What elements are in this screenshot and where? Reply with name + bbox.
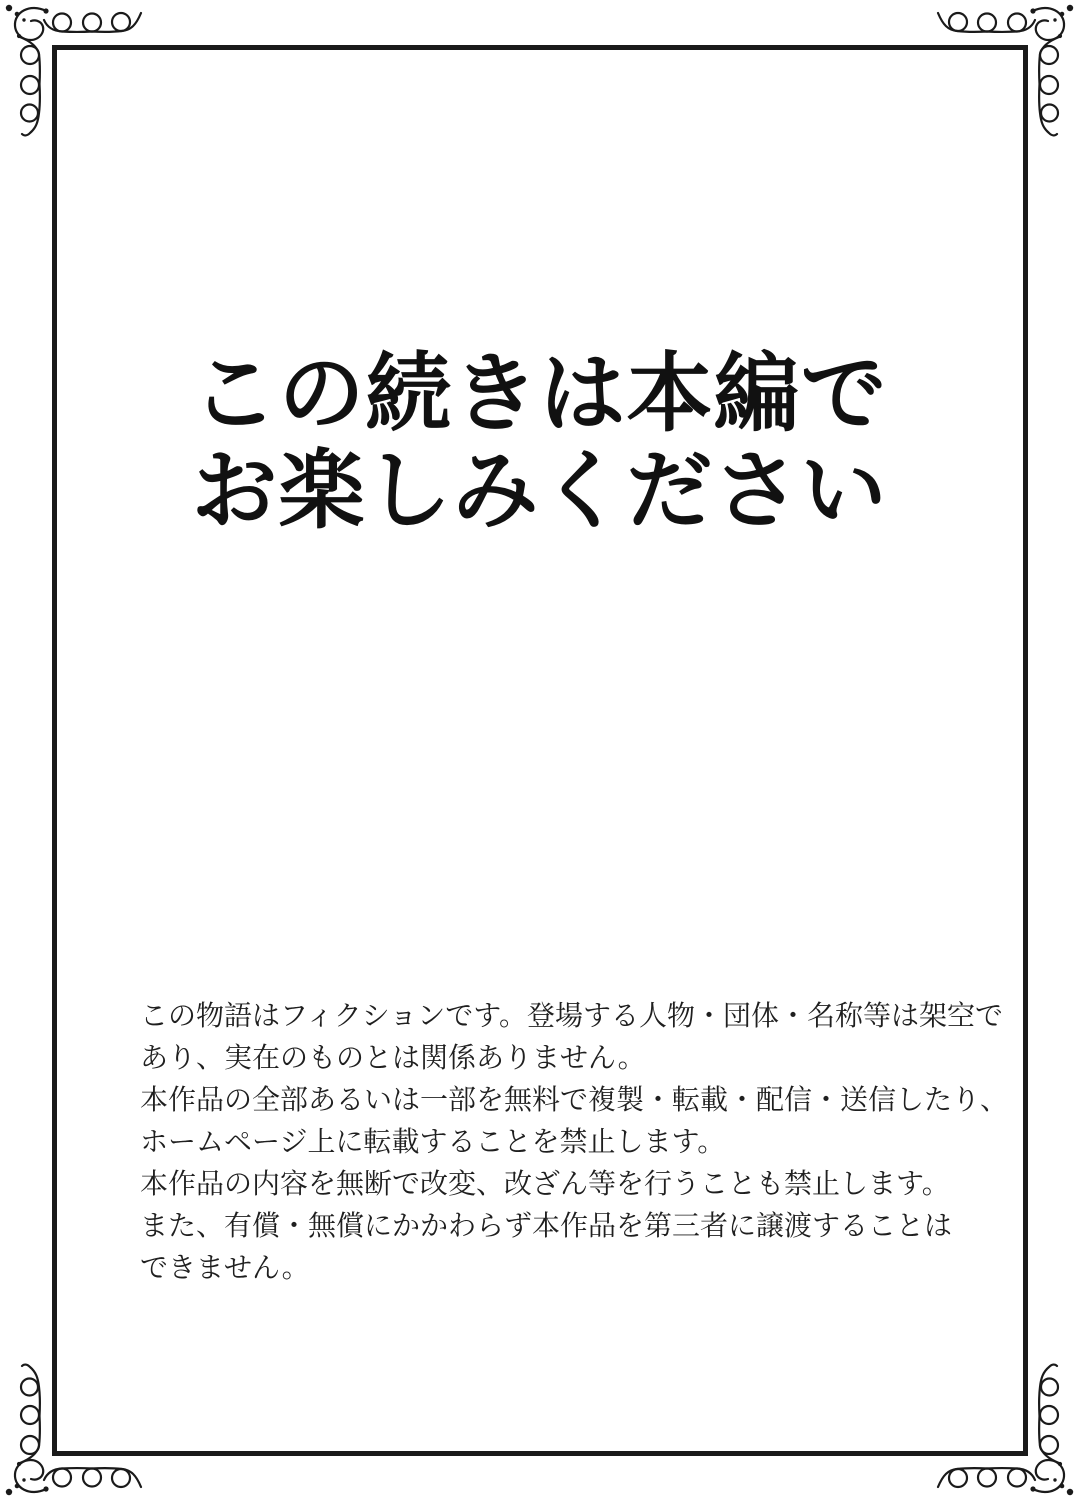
page-title bbox=[0, 346, 1079, 540]
page-title-line-2: お楽しみください bbox=[191, 443, 888, 539]
disclaimer-line: この物語はフィクションです。登場する人物・団体・名称等は架空で bbox=[140, 1000, 1003, 1031]
disclaimer-line: また、有償・無償にかかわらず本作品を第三者に譲渡することは bbox=[140, 1210, 953, 1241]
disclaimer-line: あり、実在のものとは関係ありません。 bbox=[140, 1042, 646, 1073]
disclaimer-line: ホームページ上に転載することを禁止します。 bbox=[140, 1126, 726, 1157]
disclaimer-line: 本作品の全部あるいは一部を無料で複製・転載・配信・送信したり、 bbox=[140, 1084, 1009, 1115]
disclaimer-line: 本作品の内容を無断で改変、改ざん等を行うことも禁止します。 bbox=[140, 1168, 950, 1199]
disclaimer-line: できません。 bbox=[140, 1252, 310, 1283]
disclaimer-text bbox=[140, 995, 1009, 1289]
page-title-line-1: この続きは本編で bbox=[191, 346, 888, 442]
